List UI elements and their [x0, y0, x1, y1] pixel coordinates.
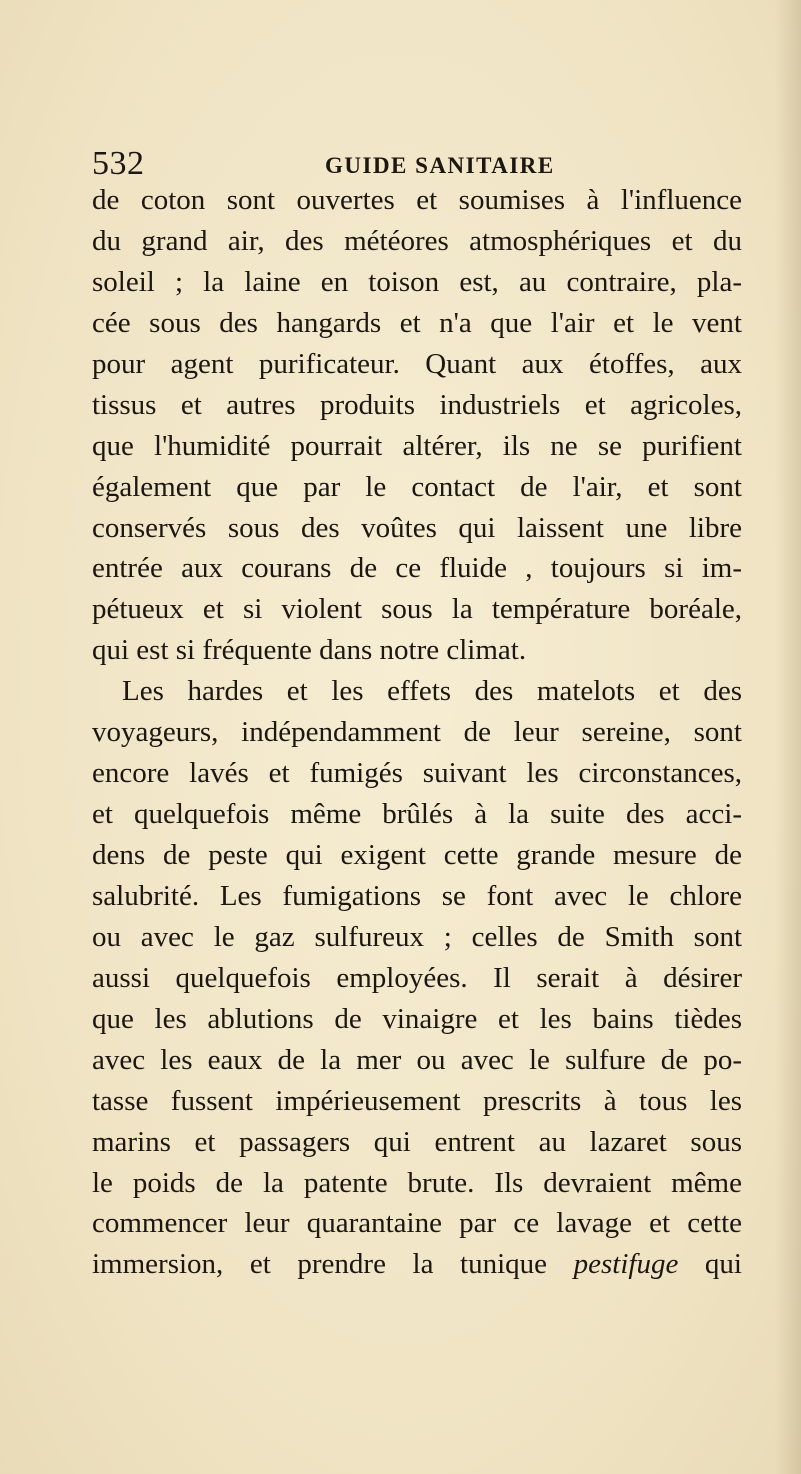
text-line: entrée aux courans de ce fluide , toujours si im-	[92, 552, 742, 585]
text-line: soleil ; la laine en toison est, au contraire, pla-	[92, 265, 742, 298]
last-text-line	[92, 1244, 742, 1285]
text-line: voyageurs, indépendamment de leur sereine, sont	[92, 716, 742, 749]
body-text	[92, 180, 742, 1285]
running-head	[92, 145, 742, 185]
text-line: avec les eaux de la mer ou avec le sulfure de po-	[92, 1043, 742, 1076]
paragraph-end-line: qui est si fréquente dans notre climat.	[92, 634, 527, 667]
text-line: dens de peste qui exigent cette grande mesure de	[92, 839, 742, 871]
text-line: et quelquefois même brûlés à la suite des acci-	[92, 798, 742, 831]
text-line: tissus et autres produits industriels et agricoles,	[92, 388, 742, 421]
text-line: commencer leur quarantaine par ce lavage et cette	[92, 1207, 742, 1240]
text-line: que l'humidité pourrait altérer, ils ne se purifient	[92, 429, 742, 462]
page-number: 532	[92, 145, 145, 182]
text-line: également que par le contact de l'air, et sont	[92, 470, 742, 503]
text-line: ou avec le gaz sulfureux ; celles de Smith sont	[92, 920, 742, 953]
text-line: de coton sont ouvertes et soumises à l'influence	[92, 184, 742, 216]
text-line: marins et passagers qui entrent au lazaret sous	[92, 1125, 742, 1158]
text-line: que les ablutions de vinaigre et les bains tièdes	[92, 1002, 742, 1035]
text-line: conservés sous des voûtes qui laissent une libre	[92, 511, 742, 544]
last-line-start: immersion, et prendre la tunique	[92, 1248, 574, 1281]
text-line: pétueux et si violent sous la température boréale,	[92, 593, 742, 626]
text-line: tasse fussent impérieusement prescrits à tous les	[92, 1084, 742, 1117]
text-line: du grand air, des météores atmosphériques et du	[92, 224, 742, 257]
text-line: encore lavés et fumigés suivant les circonstances,	[92, 757, 742, 790]
text-line: pour agent purificateur. Quant aux étoffes, aux	[92, 347, 742, 380]
page-edge-shadow	[775, 0, 801, 1474]
paragraph-start-line: Les hardes et les effets des matelots et des	[122, 675, 742, 708]
text-line: salubrité. Les fumigations se font avec le chlore	[92, 879, 742, 912]
text-line: cée sous des hangards et n'a que l'air et le vent	[92, 306, 742, 339]
text-line: le poids de la patente brute. Ils devraient même	[92, 1166, 742, 1199]
running-title: GUIDE SANITAIRE	[325, 153, 555, 178]
text-line: aussi quelquefois employées. Il serait à désirer	[92, 961, 742, 994]
last-line-end: qui	[678, 1248, 742, 1281]
italic-word-pestifuge: pestifuge	[573, 1248, 679, 1281]
